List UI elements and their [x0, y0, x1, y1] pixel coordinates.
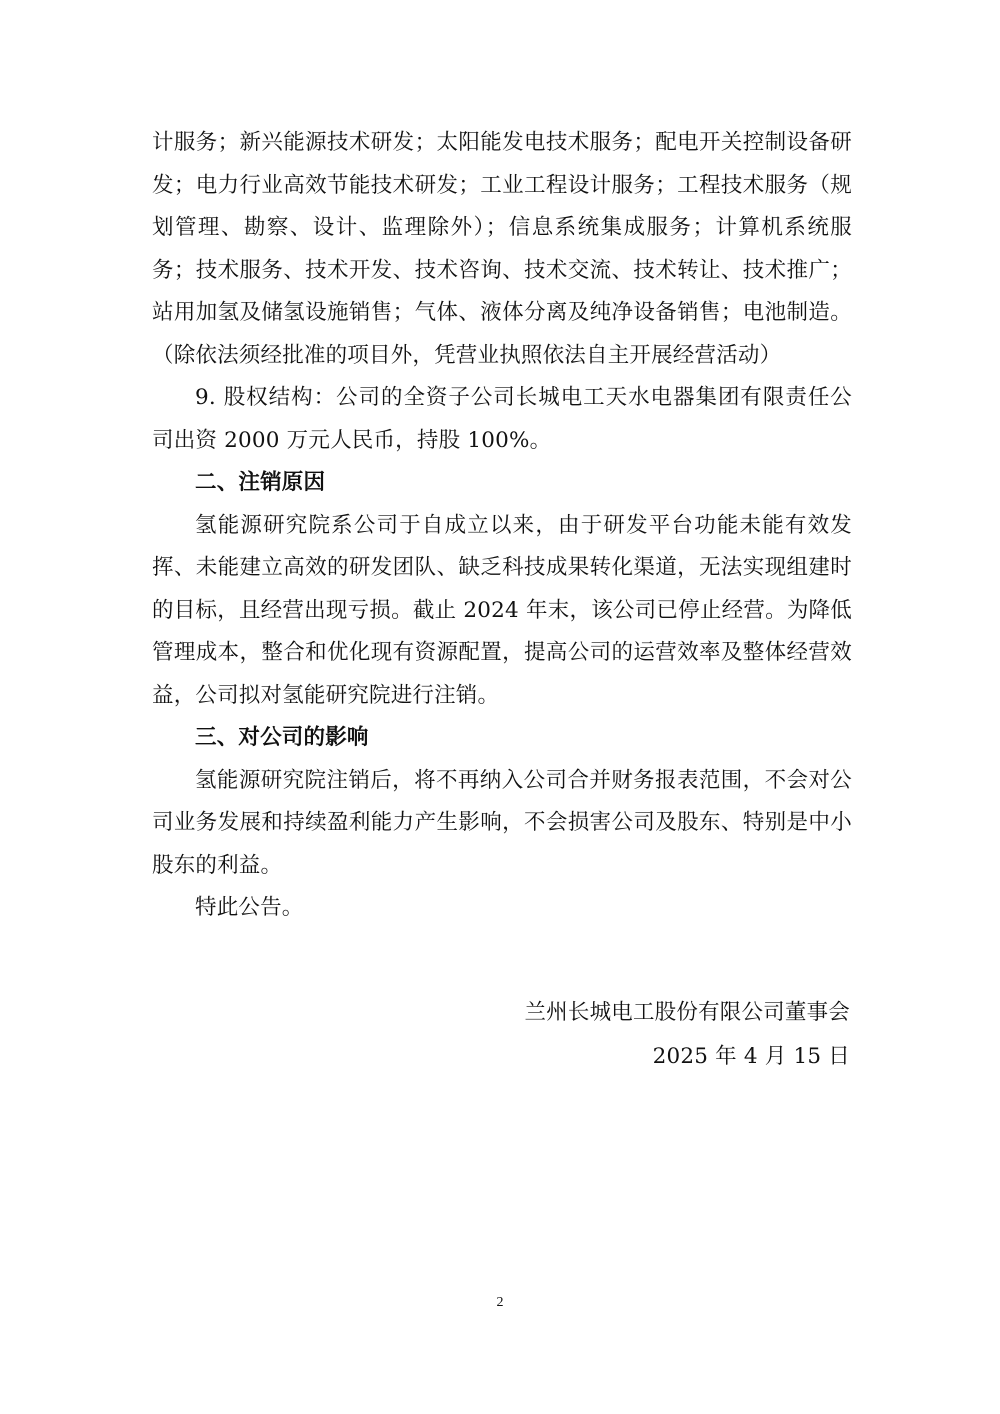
- section-heading-cancellation-reason: 二、注销原因: [195, 470, 326, 495]
- signature-date: 2025 年 4 月 15 日: [652, 1044, 850, 1069]
- signature-company: 兰州长城电工股份有限公司董事会: [524, 1000, 850, 1025]
- section-heading-impact: 三、对公司的影响: [195, 725, 369, 750]
- equity-structure-paragraph: 9. 股权结构：公司的全资子公司长城电工天水电器集团有限责任公司出资 2000 万元人民币，持股 100%。: [152, 385, 852, 453]
- closing-statement: 特此公告。: [195, 895, 304, 920]
- cancellation-reason-paragraph: 氢能源研究院系公司于自成立以来，由于研发平台功能未能有效发挥、未能建立高效的研发团队、缺乏科技成果转化渠道，无法实现组建时的目标，且经营出现亏损。截止 2024 年末，该公司已停止经营。为降低管理成本，整合和优化现有资源配置，提高公司的运营效率及整体经营效益，公司拟对氢能研究院进行注销。: [152, 512, 852, 708]
- impact-paragraph: 氢能源研究院注销后，将不再纳入公司合并财务报表范围，不会对公司业务发展和持续盈利能力产生影响，不会损害公司及股东、特别是中小股东的利益。: [152, 767, 852, 878]
- business-scope-continuation: 计服务；新兴能源技术研发；太阳能发电技术服务；配电开关控制设备研发；电力行业高效节能技术研发；工业工程设计服务；工程技术服务（规划管理、勘察、设计、监理除外）；信息系统集成服务；计算机系统服务；技术服务、技术开发、技术咨询、技术交流、技术转让、技术推广；站用加氢及储氢设施销售；气体、液体分离及纯净设备销售；电池制造。（除依法须经批准的项目外，凭营业执照依法自主开展经营活动）: [152, 130, 852, 368]
- page-number: 2: [496, 1295, 504, 1310]
- document-body: [152, 122, 852, 930]
